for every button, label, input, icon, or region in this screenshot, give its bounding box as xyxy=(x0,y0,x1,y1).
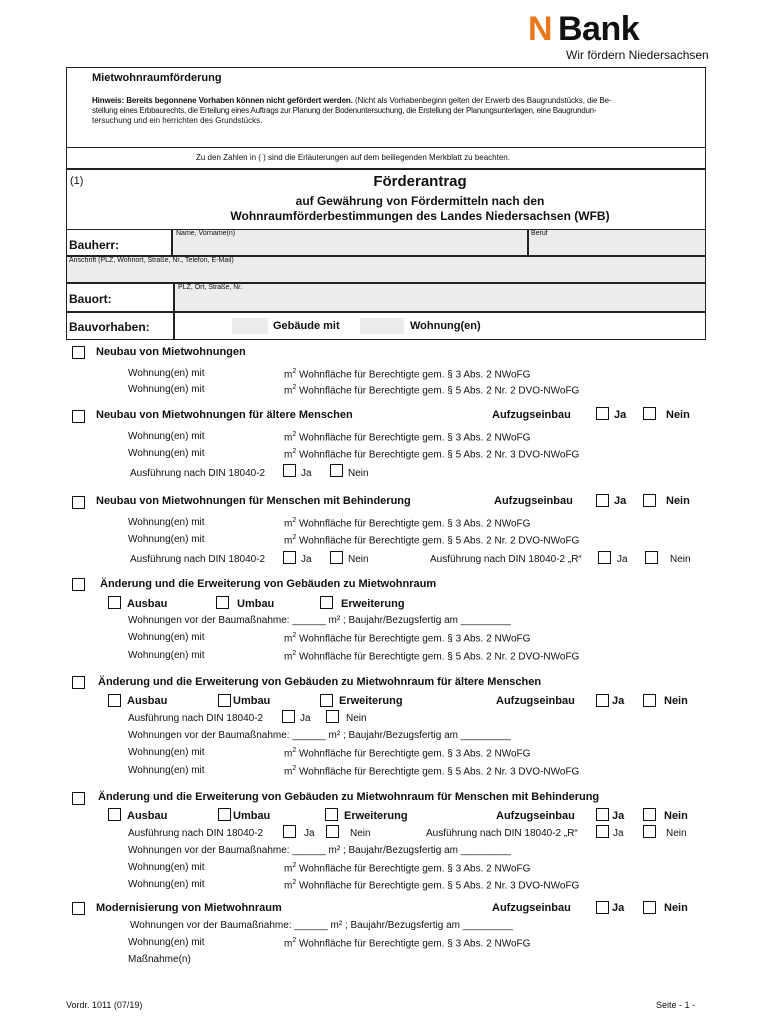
s4-erweiterung: Erweiterung xyxy=(341,598,405,610)
s3-din-r-nein-checkbox[interactable] xyxy=(645,551,658,564)
s5-ausbau-checkbox[interactable] xyxy=(108,694,121,707)
s2-din: Ausführung nach DIN 18040-2 xyxy=(130,468,266,479)
s6-din-ja-checkbox[interactable] xyxy=(283,825,296,838)
s2-title: Neubau von Mietwohnungen für ältere Menschen xyxy=(96,409,353,421)
s6-vor-bau: Wohnungen vor der Baumaßnahme: ______ m² ; Baujahr/Bezugsfertig am _________ xyxy=(128,845,511,856)
s5-erweiterung: Erweiterung xyxy=(339,695,403,707)
gebaeude-input[interactable] xyxy=(232,318,268,334)
s6-din-r-nein-checkbox[interactable] xyxy=(643,825,656,838)
s6-ausbau: Ausbau xyxy=(127,810,168,822)
s3-din-r-ja-checkbox[interactable] xyxy=(598,551,611,564)
notice-hint-1 xyxy=(92,96,612,105)
name-caption: Name, Vorname(n) xyxy=(176,230,236,237)
s6-checkbox[interactable] xyxy=(72,792,85,805)
s3-din: Ausführung nach DIN 18040-2 xyxy=(130,554,266,565)
hint-bold: Hinweis: Bereits begonnene Vorhaben können nicht gefördert werden. xyxy=(92,96,353,105)
s5-aufzug-ja-checkbox[interactable] xyxy=(596,694,609,707)
wohnungen-input[interactable] xyxy=(360,318,404,334)
s6-din-ja: Ja xyxy=(304,828,315,839)
s5-umbau: Umbau xyxy=(233,695,271,707)
s6-title: Änderung und die Erweiterung von Gebäuden zu Mietwohnraum für Menschen mit Behinderung xyxy=(98,791,600,803)
s5-aufzug-nein: Nein xyxy=(664,695,688,707)
logo-bank: Bank xyxy=(558,10,640,48)
s5-wohnung-2: Wohnung(en) mit xyxy=(128,765,205,776)
anschrift-caption: Anschrift (PLZ, Wohnort, Straße, Nr., Telefon, E-Mail) xyxy=(69,257,234,264)
s3-aufzug-nein-checkbox[interactable] xyxy=(643,494,656,507)
s4-umbau: Umbau xyxy=(237,598,275,610)
s4-wohnung-1: Wohnung(en) mit xyxy=(128,632,205,643)
s2-aufzug: Aufzugseinbau xyxy=(492,409,571,421)
s3-din-r-nein: Nein xyxy=(670,554,691,565)
notice-hint-2: stellung eines Erbbaurechts, die Erteilung eines Auftrags zur Planung der Bodenuntersuchung, die Erstellung der Planungsunterlagen, eine Baugrundun- xyxy=(92,106,597,115)
s3-aufzug-nein: Nein xyxy=(666,495,690,507)
s5-erweiterung-checkbox[interactable] xyxy=(320,694,333,707)
s6-aufzug-nein-checkbox[interactable] xyxy=(643,808,656,821)
s6-din-nein: Nein xyxy=(350,828,371,839)
s5-din-ja-checkbox[interactable] xyxy=(282,710,295,723)
s2-text-1: $m^2$ Wohnfläche für Berechtigte gem. § 3 Abs. 2 NWoFG xyxy=(284,431,531,444)
s5-aufzug: Aufzugseinbau xyxy=(496,695,575,707)
logo-n: N xyxy=(528,10,553,48)
s6-erweiterung-checkbox[interactable] xyxy=(325,808,338,821)
s2-din-nein-checkbox[interactable] xyxy=(330,464,343,477)
s3-title: Neubau von Mietwohnungen für Menschen mit Behinderung xyxy=(96,495,411,507)
s6-din-r-ja-checkbox[interactable] xyxy=(596,825,609,838)
header-sub2: Wohnraumförderbestimmungen des Landes Niedersachsen (WFB) xyxy=(230,209,610,223)
s5-din-nein: Nein xyxy=(346,713,367,724)
notice-hint-3: tersuchung und ein herrichten des Grundstücks. xyxy=(92,116,263,125)
s5-checkbox[interactable] xyxy=(72,676,85,689)
s7-aufzug: Aufzugseinbau xyxy=(492,902,571,914)
s1-text-2: $m^2$ Wohnfläche für Berechtigte gem. § 5 Abs. 2 Nr. 2 DVO-NWoFG xyxy=(284,384,580,397)
s2-din-nein: Nein xyxy=(348,468,369,479)
s6-aufzug-nein: Nein xyxy=(664,810,688,822)
s7-aufzug-ja-checkbox[interactable] xyxy=(596,901,609,914)
divider xyxy=(66,147,706,148)
s2-wohnung-1: Wohnung(en) mit xyxy=(128,431,205,442)
beruf-field[interactable] xyxy=(528,229,706,256)
bauort-label: Bauort: xyxy=(69,292,112,306)
s4-ausbau: Ausbau xyxy=(127,598,168,610)
s3-aufzug-ja-checkbox[interactable] xyxy=(596,494,609,507)
s1-title: Neubau von Mietwohnungen xyxy=(96,346,246,358)
s6-text-2: $m^2$ Wohnfläche für Berechtigte gem. § 5 Abs. 2 Nr. 3 DVO-NWoFG xyxy=(284,879,580,892)
s3-aufzug: Aufzugseinbau xyxy=(494,495,573,507)
s4-wohnung-2: Wohnung(en) mit xyxy=(128,650,205,661)
s6-aufzug: Aufzugseinbau xyxy=(496,810,575,822)
s3-checkbox[interactable] xyxy=(72,496,85,509)
s2-checkbox[interactable] xyxy=(72,410,85,423)
s4-vor-bau: Wohnungen vor der Baumaßnahme: ______ m² ; Baujahr/Bezugsfertig am _________ xyxy=(128,615,511,626)
s7-aufzug-ja: Ja xyxy=(612,902,625,914)
s3-wohnung-2: Wohnung(en) mit xyxy=(128,534,205,545)
s1-checkbox[interactable] xyxy=(72,346,85,359)
s6-din-r-ja: Ja xyxy=(613,828,624,839)
s5-din: Ausführung nach DIN 18040-2 xyxy=(128,713,264,724)
s6-wohnung-2: Wohnung(en) mit xyxy=(128,879,205,890)
s7-aufzug-nein: Nein xyxy=(664,902,688,914)
s6-wohnung-1: Wohnung(en) mit xyxy=(128,862,205,873)
nbank-logo xyxy=(528,12,718,64)
header-sub1: auf Gewährung von Fördermitteln nach den xyxy=(295,194,545,208)
notice-explain: Zu den Zahlen in ( ) sind die Erläuterungen auf dem beiliegenden Merkblatt zu beachten. xyxy=(196,153,510,162)
header-num: (1) xyxy=(70,175,84,187)
plz-caption: PLZ, Ort, Straße, Nr. xyxy=(178,284,243,291)
header-title: Förderantrag xyxy=(373,173,467,190)
logo-tagline: Wir fördern Niedersachsen xyxy=(566,48,709,62)
s3-din-r: Ausführung nach DIN 18040-2 „R“ xyxy=(430,554,582,565)
s5-vor-bau: Wohnungen vor der Baumaßnahme: ______ m² ; Baujahr/Bezugsfertig am _________ xyxy=(128,730,511,741)
s5-text-2: $m^2$ Wohnfläche für Berechtigte gem. § 5 Abs. 2 Nr. 3 DVO-NWoFG xyxy=(284,765,580,778)
s5-din-ja: Ja xyxy=(300,713,311,724)
s6-aufzug-ja: Ja xyxy=(612,810,625,822)
s5-wohnung-1: Wohnung(en) mit xyxy=(128,747,205,758)
s3-din-ja-checkbox[interactable] xyxy=(283,551,296,564)
s7-aufzug-nein-checkbox[interactable] xyxy=(643,901,656,914)
s7-title: Modernisierung von Mietwohnraum xyxy=(96,902,282,914)
s5-umbau-checkbox[interactable] xyxy=(218,694,231,707)
bauort-field[interactable] xyxy=(174,283,706,312)
s4-umbau-checkbox[interactable] xyxy=(216,596,229,609)
s3-din-nein-checkbox[interactable] xyxy=(330,551,343,564)
s5-aufzug-nein-checkbox[interactable] xyxy=(643,694,656,707)
notice-title: Mietwohnraumförderung xyxy=(92,72,222,84)
s2-aufzug-nein: Nein xyxy=(666,409,690,421)
s6-aufzug-ja-checkbox[interactable] xyxy=(596,808,609,821)
s4-text-2: $m^2$ Wohnfläche für Berechtigte gem. § 5 Abs. 2 Nr. 2 DVO-NWoFG xyxy=(284,650,580,663)
s2-din-ja-checkbox[interactable] xyxy=(283,464,296,477)
hint-line1: (Nicht als Vorhabenbeginn gelten der Erwerb des Baugrundstücks, die Be- xyxy=(352,96,612,105)
s6-erweiterung: Erweiterung xyxy=(344,810,408,822)
s3-wohnung-1: Wohnung(en) mit xyxy=(128,517,205,528)
s5-text-1: $m^2$ Wohnfläche für Berechtigte gem. § 3 Abs. 2 NWoFG xyxy=(284,747,531,760)
footer-page-number: Seite - 1 - xyxy=(656,1000,696,1010)
s3-din-ja: Ja xyxy=(301,554,312,565)
s6-text-1: $m^2$ Wohnfläche für Berechtigte gem. § 3 Abs. 2 NWoFG xyxy=(284,862,531,875)
s3-din-nein: Nein xyxy=(348,554,369,565)
beruf-caption: Beruf xyxy=(531,230,548,237)
gebaeude-label: Gebäude mit xyxy=(273,320,340,332)
s6-umbau: Umbau xyxy=(233,810,271,822)
s3-din-r-ja: Ja xyxy=(617,554,628,565)
s7-vor-bau: Wohnungen vor der Baumaßnahme: ______ m² ; Baujahr/Bezugsfertig am _________ xyxy=(130,920,513,931)
s4-ausbau-checkbox[interactable] xyxy=(108,596,121,609)
bauherr-label: Bauherr: xyxy=(69,238,120,252)
s2-aufzug-ja: Ja xyxy=(614,409,627,421)
s6-umbau-checkbox[interactable] xyxy=(218,808,231,821)
s2-wohnung-2: Wohnung(en) mit xyxy=(128,448,205,459)
s4-text-1: $m^2$ Wohnfläche für Berechtigte gem. § 3 Abs. 2 NWoFG xyxy=(284,632,531,645)
s6-din-r-nein: Nein xyxy=(666,828,687,839)
s7-massnahme: Maßnahme(n) xyxy=(128,954,191,965)
s7-text-1: $m^2$ Wohnfläche für Berechtigte gem. § 3 Abs. 2 NWoFG xyxy=(284,937,531,950)
s1-wohnung-2: Wohnung(en) mit xyxy=(128,384,205,395)
s2-aufzug-nein-checkbox[interactable] xyxy=(643,407,656,420)
s7-checkbox[interactable] xyxy=(72,902,85,915)
s5-title: Änderung und die Erweiterung von Gebäuden zu Mietwohnraum für ältere Menschen xyxy=(98,676,542,688)
s2-text-2: $m^2$ Wohnfläche für Berechtigte gem. § 5 Abs. 2 Nr. 3 DVO-NWoFG xyxy=(284,448,580,461)
s5-ausbau: Ausbau xyxy=(127,695,168,707)
s6-ausbau-checkbox[interactable] xyxy=(108,808,121,821)
wohnungen-label: Wohnung(en) xyxy=(410,320,481,332)
s2-aufzug-ja-checkbox[interactable] xyxy=(596,407,609,420)
s7-wohnung-1: Wohnung(en) mit xyxy=(128,937,205,948)
s1-text-1: $m^2$ Wohnfläche für Berechtigte gem. § 3 Abs. 2 NWoFG xyxy=(284,368,531,381)
s3-text-2: $m^2$ Wohnfläche für Berechtigte gem. § 5 Abs. 2 Nr. 2 DVO-NWoFG xyxy=(284,534,580,547)
s5-aufzug-ja: Ja xyxy=(612,695,625,707)
s6-din: Ausführung nach DIN 18040-2 xyxy=(128,828,264,839)
s3-aufzug-ja: Ja xyxy=(614,495,627,507)
s4-title: Änderung und die Erweiterung von Gebäuden zu Mietwohnraum xyxy=(100,578,437,590)
s2-din-ja: Ja xyxy=(301,468,312,479)
s5-din-nein-checkbox[interactable] xyxy=(326,710,339,723)
s1-wohnung-1: Wohnung(en) mit xyxy=(128,368,205,379)
bauvorhaben-label: Bauvorhaben: xyxy=(69,320,150,334)
s6-din-r: Ausführung nach DIN 18040-2 „R“ xyxy=(426,828,578,839)
s4-checkbox[interactable] xyxy=(72,578,85,591)
s6-din-nein-checkbox[interactable] xyxy=(326,825,339,838)
s4-erweiterung-checkbox[interactable] xyxy=(320,596,333,609)
footer-form-number: Vordr. 1011 (07/19) xyxy=(66,1000,143,1010)
s3-text-1: $m^2$ Wohnfläche für Berechtigte gem. § 3 Abs. 2 NWoFG xyxy=(284,517,531,530)
